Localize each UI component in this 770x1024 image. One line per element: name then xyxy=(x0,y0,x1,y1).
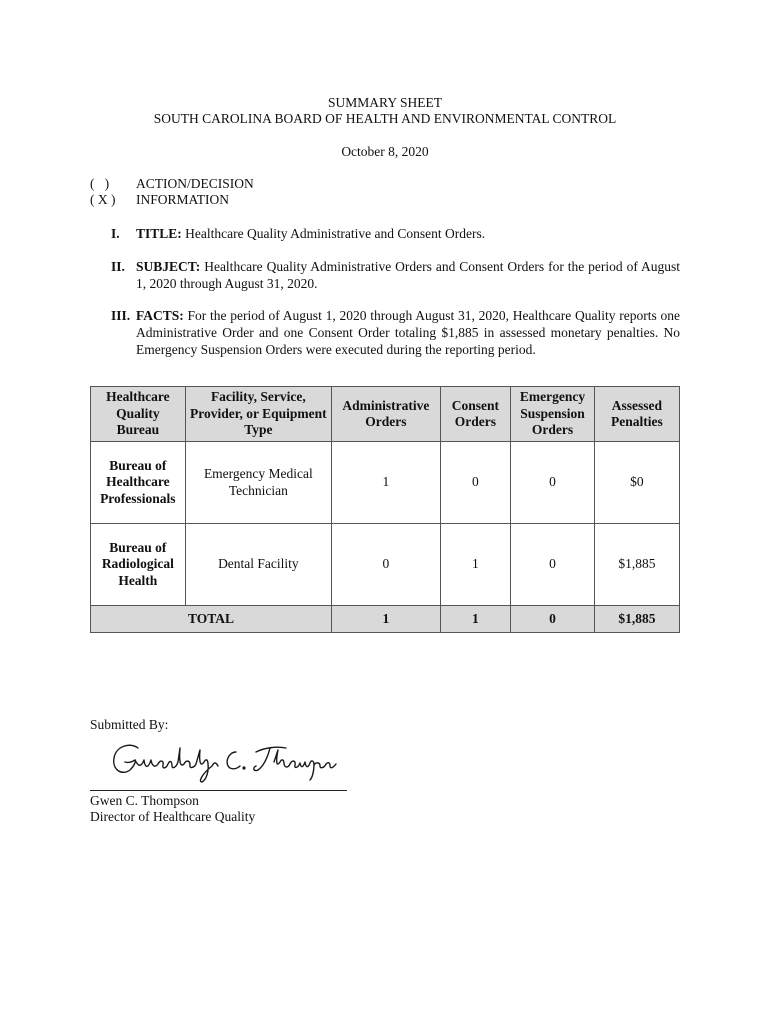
emergency-suspension-cell: 0 xyxy=(511,524,595,606)
table-header-row xyxy=(91,387,680,442)
column-header: Consent Orders xyxy=(440,387,511,442)
section-number: I. xyxy=(111,226,120,241)
section-title xyxy=(111,225,680,242)
bureau-cell: Bureau of Radiological Health xyxy=(91,524,186,606)
table-row xyxy=(91,442,680,524)
consent-orders-cell: 0 xyxy=(440,442,511,524)
handwritten-signature xyxy=(108,738,340,784)
administrative-orders-cell: 1 xyxy=(332,442,441,524)
table-row xyxy=(91,524,680,606)
information-checkbox: ( X ) xyxy=(90,192,116,207)
document-date: October 8, 2020 xyxy=(341,144,429,159)
column-header: Facility, Service, Provider, or Equipment Type xyxy=(185,387,331,442)
assessed-penalties-cell: $1,885 xyxy=(594,524,679,606)
signer-position: Director of Healthcare Quality xyxy=(90,809,256,824)
submitted-by-label: Submitted By: xyxy=(90,717,169,732)
consent-orders-cell: 1 xyxy=(440,524,511,606)
section-text: Healthcare Quality Administrative and Consent Orders. xyxy=(185,226,486,241)
information-row xyxy=(90,192,229,208)
column-header: Healthcare Quality Bureau xyxy=(91,387,186,442)
total-emergency-suspension: 0 xyxy=(511,606,595,633)
section-facts xyxy=(111,307,680,358)
action-decision-label: ACTION/DECISION xyxy=(136,176,254,191)
section-label: FACTS: xyxy=(136,308,184,323)
section-number: III. xyxy=(111,308,131,323)
column-header: Administrative Orders xyxy=(332,387,441,442)
facility-type-cell: Emergency Medical Technician xyxy=(185,442,331,524)
facility-type-cell: Dental Facility xyxy=(185,524,331,606)
action-decision-row xyxy=(90,176,254,192)
section-text: For the period of August 1, 2020 through August 31, 2020, Healthcare Quality reports one Administrative Order and one Consent Order totaling $1,885 in assessed monetary penalties. No Emergency Suspension Orders were executed during the reporting period. xyxy=(136,308,680,357)
section-number: II. xyxy=(111,259,125,274)
column-header: Emergency Suspension Orders xyxy=(511,387,595,442)
agency-name: SOUTH CAROLINA BOARD OF HEALTH AND ENVIRONMENTAL CONTROL xyxy=(153,111,617,126)
signature-line xyxy=(90,790,347,791)
table-total-row xyxy=(91,606,680,633)
assessed-penalties-cell: $0 xyxy=(594,442,679,524)
document-heading: SUMMARY SHEET xyxy=(328,95,442,110)
action-decision-checkbox: ( ) xyxy=(90,176,110,191)
orders-summary-table xyxy=(90,386,680,633)
signer-name: Gwen C. Thompson xyxy=(90,793,199,808)
administrative-orders-cell: 0 xyxy=(332,524,441,606)
column-header: Assessed Penalties xyxy=(594,387,679,442)
section-label: TITLE: xyxy=(136,226,182,241)
total-administrative-orders: 1 xyxy=(332,606,441,633)
total-label: TOTAL xyxy=(91,606,332,633)
total-consent-orders: 1 xyxy=(440,606,511,633)
section-label: SUBJECT: xyxy=(136,259,201,274)
information-label: INFORMATION xyxy=(136,192,230,207)
section-text: Healthcare Quality Administrative Orders and Consent Orders for the period of August 1, 2020 through August 31, 2020. xyxy=(136,259,681,291)
total-assessed-penalties: $1,885 xyxy=(594,606,679,633)
emergency-suspension-cell: 0 xyxy=(511,442,595,524)
section-subject xyxy=(111,258,680,292)
bureau-cell: Bureau of Healthcare Professionals xyxy=(91,442,186,524)
